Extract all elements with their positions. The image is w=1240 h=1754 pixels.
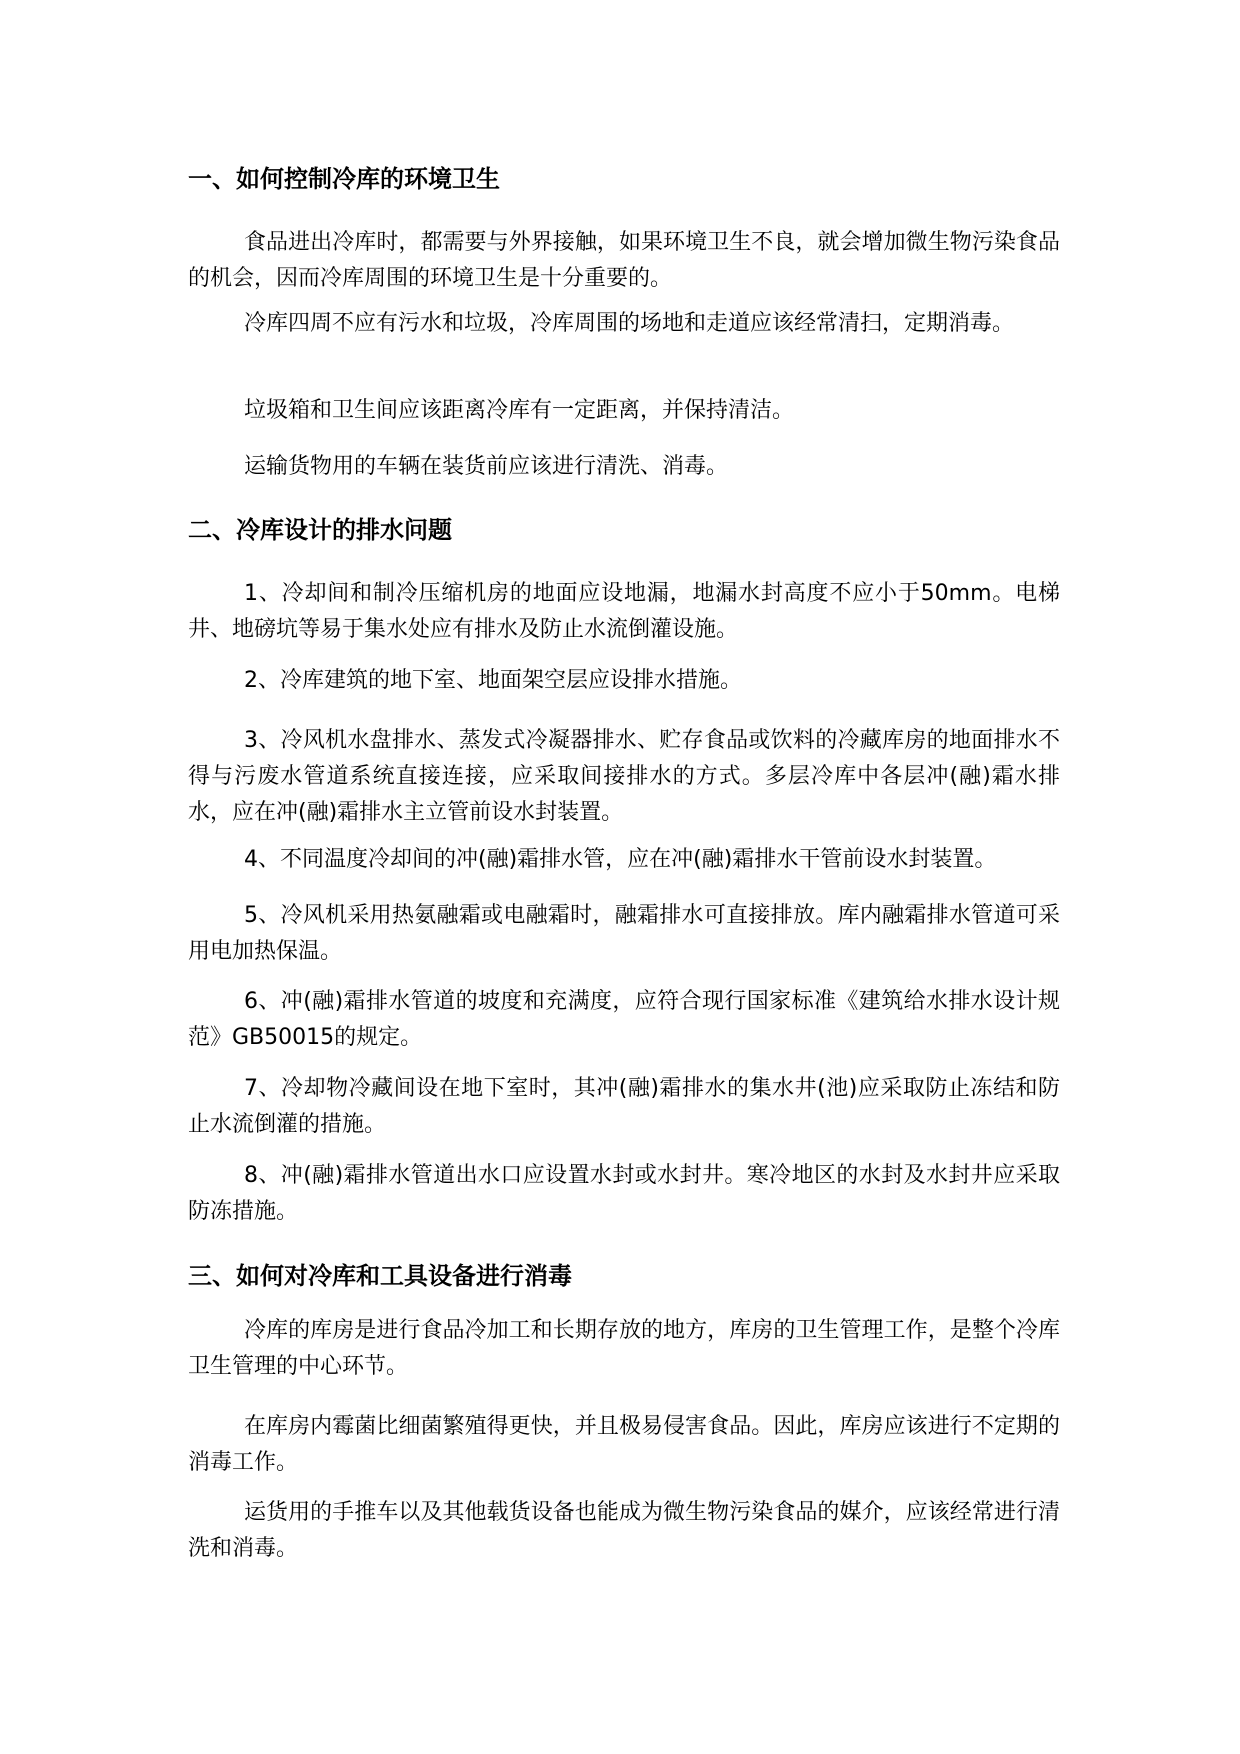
paragraph: 4、不同温度冷却间的冲(融)霜排水管，应在冲(融)霜排水干管前设水封装置。 [244,847,997,872]
paragraph: 5、冷风机采用热氨融霜或电融霜时，融霜排水可直接排放。库内融霜排水管道可采用电加热保温。 [188,903,1060,964]
paragraph: 冷库四周不应有污水和垃圾，冷库周围的场地和走道应该经常清扫，定期消毒。 [244,311,1015,336]
paragraph: 在库房内霉菌比细菌繁殖得更快，并且极易侵害食品。因此，库房应该进行不定期的消毒工作。 [188,1414,1060,1475]
paragraph: 食品进出冷库时，都需要与外界接触，如果环境卫生不良，就会增加微生物污染食品的机会，因而冷库周围的环境卫生是十分重要的。 [188,230,1060,291]
paragraph: 3、冷风机水盘排水、蒸发式冷凝器排水、贮存食品或饮料的冷藏库房的地面排水不得与污废水管道系统直接连接，应采取间接排水的方式。多层冷库中各层冲(融)霜水排水，应在冲(融)霜排水主立管前设水封装置。 [188,728,1060,825]
section-heading: 一、如何控制冷库的环境卫生 [188,165,500,193]
section-heading: 三、如何对冷库和工具设备进行消毒 [188,1262,572,1290]
paragraph: 垃圾箱和卫生间应该距离冷库有一定距离，并保持清洁。 [244,398,795,423]
paragraph: 运货用的手推车以及其他载货设备也能成为微生物污染食品的媒介，应该经常进行清洗和消毒。 [188,1500,1060,1561]
paragraph: 6、冲(融)霜排水管道的坡度和充满度，应符合现行国家标准《建筑给水排水设计规范》GB50015的规定。 [188,989,1060,1050]
paragraph: 8、冲(融)霜排水管道出水口应设置水封或水封井。寒冷地区的水封及水封井应采取防冻措施。 [188,1163,1060,1224]
paragraph: 1、冷却间和制冷压缩机房的地面应设地漏，地漏水封高度不应小于50mm。电梯井、地磅坑等易于集水处应有排水及防止水流倒灌设施。 [188,581,1060,642]
paragraph: 运输货物用的车辆在装货前应该进行清洗、消毒。 [244,454,729,479]
paragraph: 冷库的库房是进行食品冷加工和长期存放的地方，库房的卫生管理工作，是整个冷库卫生管理的中心环节。 [188,1318,1060,1379]
section-heading: 二、冷库设计的排水问题 [188,516,452,544]
paragraph: 7、冷却物冷藏间设在地下室时，其冲(融)霜排水的集水井(池)应采取防止冻结和防止水流倒灌的措施。 [188,1076,1060,1137]
paragraph: 2、冷库建筑的地下室、地面架空层应设排水措施。 [244,668,742,693]
